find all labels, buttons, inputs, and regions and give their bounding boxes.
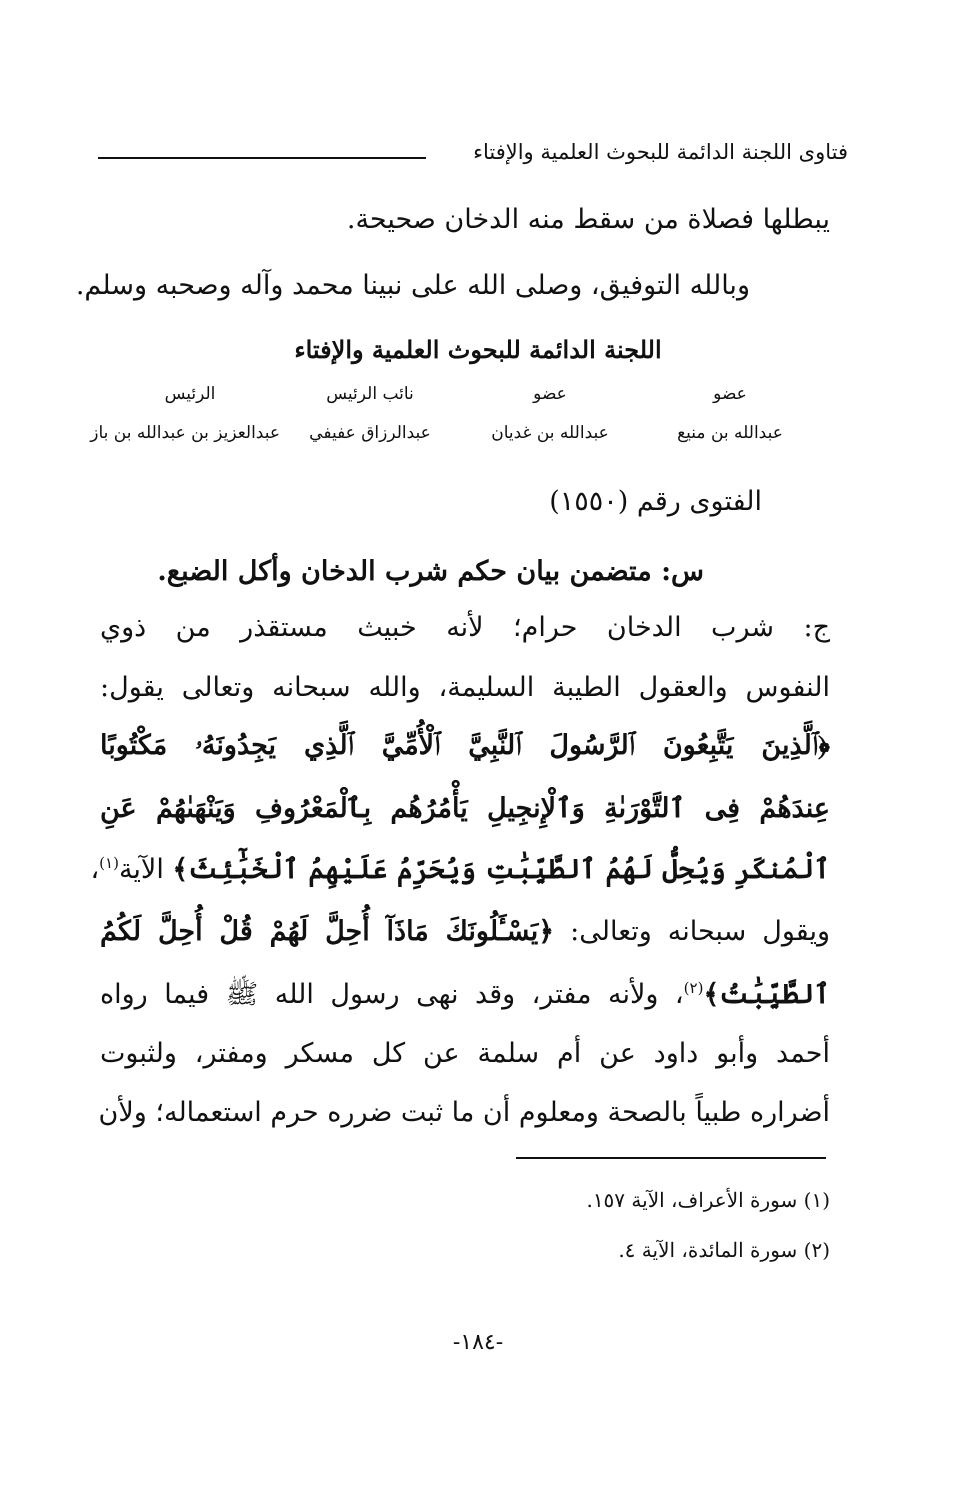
committee-title: اللجنة الدائمة للبحوث العلمية والإفتاء [294,335,662,364]
comma: ، [90,854,100,885]
fatwa-number: الفتوى رقم (١٥٥٠) [549,486,762,517]
answer-line-8: أحمد وأبو داود عن أم سلمة عن كل مسكر ومفتر، ولثبوت [100,1038,830,1069]
answer-line-9: أضراره طبياً بالصحة ومعلوم أن ما ثبت ضرره حرم استعماله؛ ولأن [98,1097,830,1128]
member-role: نائب الرئيس [326,384,414,404]
header-rule [98,157,426,159]
answer-line-2: النفوس والعقول الطيبة السليمة، والله سبحانه وتعالى يقول: [100,672,830,703]
running-header: فتاوى اللجنة الدائمة للبحوث العلمية والإفتاء [473,140,848,164]
quran-verse-line-2: عِندَهُمْ فِى ٱلتَّوْرَىٰةِ وَٱلْإِنجِيلِ يَأْمُرُهُم بِٱلْمَعْرُوفِ وَيَنْهَىٰهُمْ عَنِ [100,793,830,824]
signature-names [90,423,820,443]
answer-text: ، ولأنه مفتر، وقد نهى رسول الله ﷺ فيما رواه [100,979,684,1010]
answer-line-5 [90,854,830,885]
quran-verse-line-3: ٱلْمُنكَرِ وَيُحِلُّ لَهُمُ ٱلطَّيِّبَٰتِ وَيُحَرِّمُ عَلَيْهِمُ ٱلْخَبَٰٓئِثَ﴾ [172,854,830,885]
page-number: -١٨٤- [452,1330,504,1355]
member-name: عبدالله بن غديان [491,423,609,443]
signature-roles [100,384,820,404]
intro-line-1: يبطلها فصلاة من سقط منه الدخان صحيحة. [346,204,830,235]
member-role: عضو [533,384,567,404]
intro-text: ويقول سبحانه وتعالى: [570,916,831,947]
member-name: عبدالعزيز بن عبدالله بن باز [90,423,280,443]
member-name: عبدالله بن منيع [677,423,783,443]
footnote-ref-1: (١) [99,854,119,872]
answer-line-6 [100,916,830,947]
fatwa-question: س: متضمن بيان حكم شرب الدخان وأكل الضبع. [157,556,704,587]
footnote-rule [516,1157,826,1159]
intro-line-2: وبالله التوفيق، وصلى الله على نبينا محمد وآله وصحبه وسلم. [75,270,750,301]
quran-verse-line-1: ﴿ٱلَّذِينَ يَتَّبِعُونَ ٱلرَّسُولَ ٱلنَّبِيَّ ٱلْأُمِّيَّ ٱلَّذِي يَجِدُونَهُۥ مَكْتُوبًا [100,730,830,761]
member-name: عبدالرزاق عفيفي [309,423,431,443]
member-role: الرئيس [164,384,216,404]
footnote-ref-2: (٢) [683,979,704,997]
aya-label: الآية [118,854,164,885]
quran-verse-2-line-1: ﴿يَسْـَٔلُونَكَ مَاذَآ أُحِلَّ لَهُمْ قُلْ أُحِلَّ لَكُمُ [100,916,555,947]
footnote-2: (٢) سورة المائدة، الآية ٤. [618,1238,830,1262]
answer-line-7 [100,977,830,1017]
footnote-1: (١) سورة الأعراف، الآية ١٥٧. [586,1188,830,1212]
member-role: عضو [713,384,747,404]
quran-verse-2-line-2: ٱلطَّيِّبَٰتُ﴾ [703,979,830,1010]
answer-line-1: ج: شرب الدخان حرام؛ لأنه خبيث مستقذر من ذوي [100,612,830,643]
